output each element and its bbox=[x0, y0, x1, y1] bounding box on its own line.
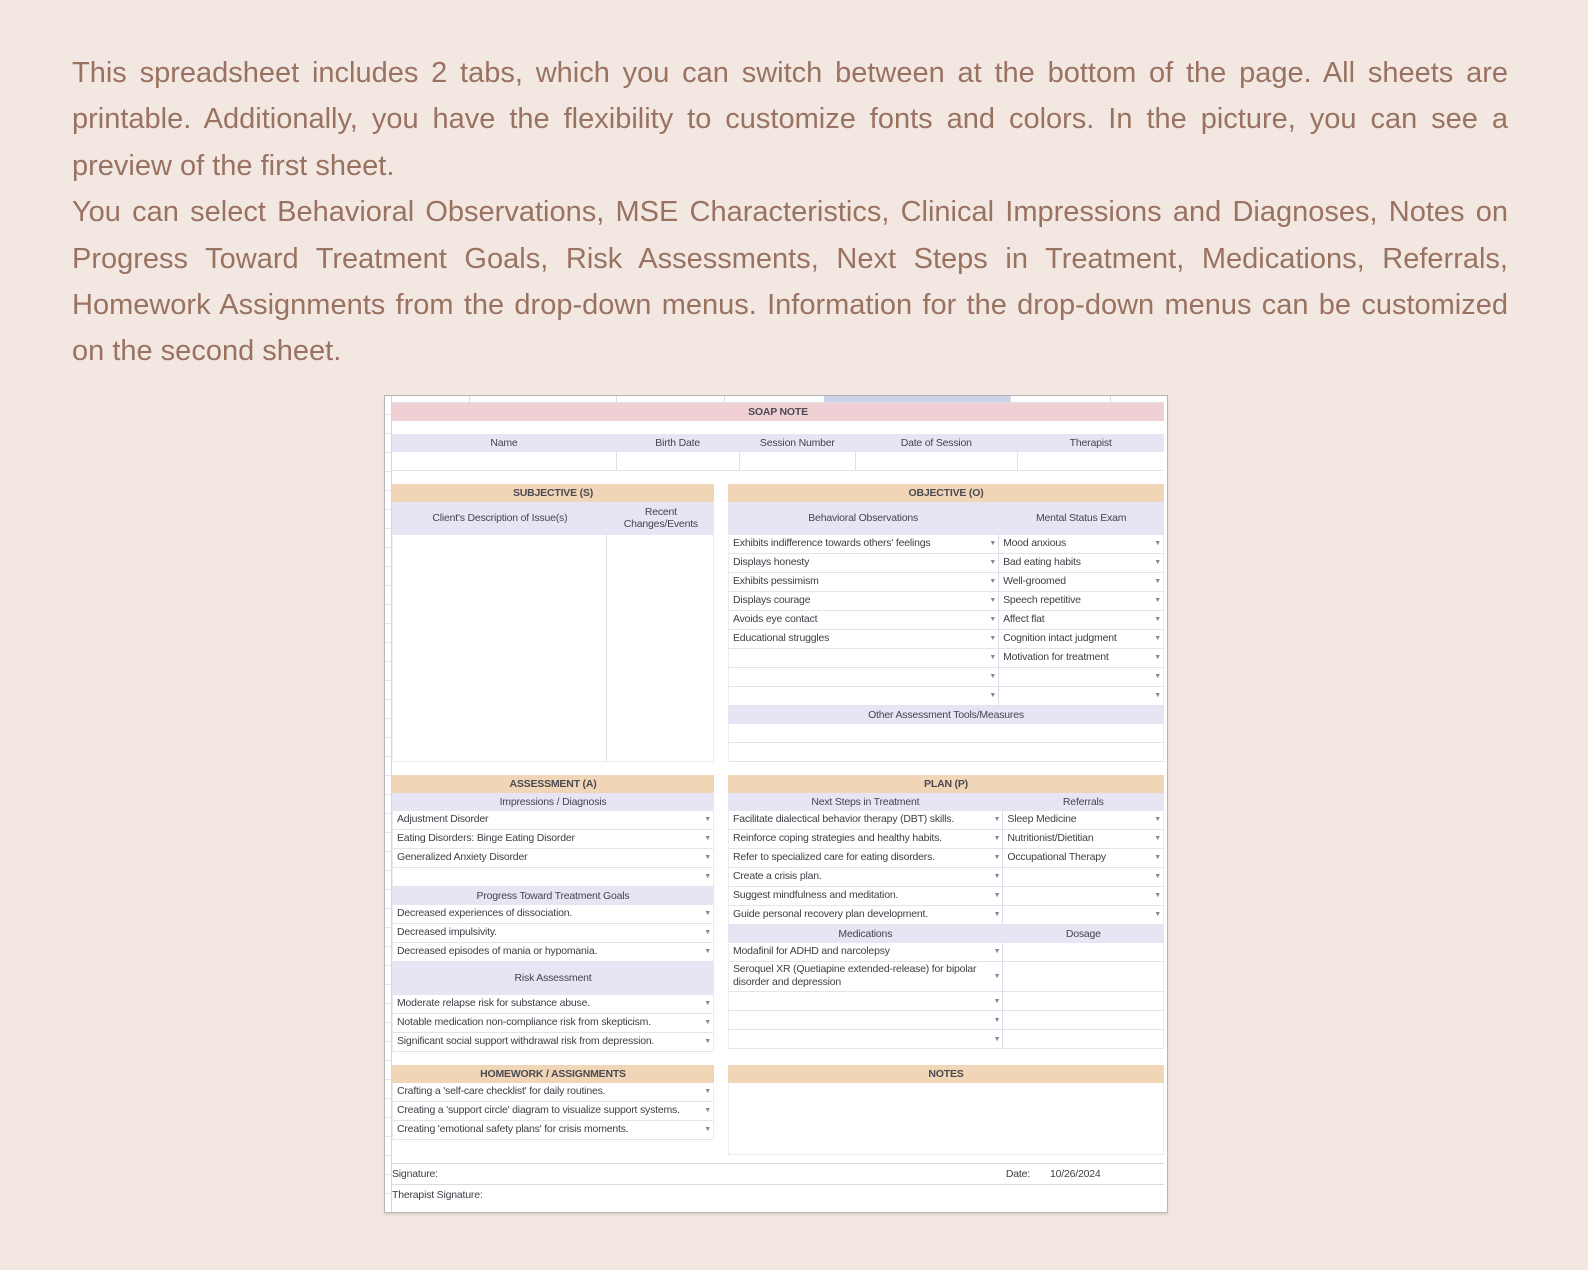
dropdown-cell[interactable] bbox=[729, 962, 1002, 991]
dropdown-arrow-icon[interactable]: ▼ bbox=[993, 911, 1001, 919]
dropdown-arrow-icon[interactable]: ▼ bbox=[1154, 835, 1161, 843]
cell-text: Guide personal recovery plan development. bbox=[733, 907, 928, 920]
recent-changes-header: Recent Changes/Events bbox=[623, 506, 698, 531]
sheet-row bbox=[729, 592, 1163, 611]
info-header-birth-date: Birth Date bbox=[655, 436, 700, 449]
dropdown-arrow-icon[interactable]: ▼ bbox=[704, 910, 711, 918]
objective-section bbox=[728, 484, 1164, 762]
sheet-row bbox=[729, 943, 1163, 962]
subjective-header-label: SUBJECTIVE (S) bbox=[512, 486, 594, 499]
cell-text: Create a crisis plan. bbox=[733, 869, 822, 882]
plan-header-label: PLAN (P) bbox=[924, 777, 968, 790]
homework-section bbox=[392, 1065, 714, 1155]
sheet-row bbox=[729, 743, 1163, 762]
next-steps-header: Next Steps in Treatment bbox=[811, 795, 920, 808]
progress-goals-header bbox=[392, 887, 714, 905]
notes-header-label: NOTES bbox=[928, 1067, 964, 1080]
dropdown-cell[interactable] bbox=[729, 830, 1002, 848]
sheet-row bbox=[729, 630, 1163, 649]
dropdown-arrow-icon[interactable]: ▼ bbox=[1154, 540, 1161, 548]
sheet-bottom-padding bbox=[392, 1205, 1164, 1212]
sheet-row bbox=[729, 611, 1163, 630]
dropdown-arrow-icon[interactable]: ▼ bbox=[704, 1088, 711, 1096]
dropdown-cell[interactable] bbox=[393, 811, 713, 829]
dropdown-cell[interactable] bbox=[998, 668, 1163, 686]
dropdown-cell[interactable] bbox=[1002, 830, 1163, 848]
sheet-row bbox=[729, 962, 1163, 992]
other-assessment-tools-label: Other Assessment Tools/Measures bbox=[868, 708, 1024, 721]
therapist-signature-label: Therapist Signature: bbox=[392, 1188, 483, 1201]
dropdown-cell[interactable] bbox=[1002, 849, 1163, 867]
signature-label: Signature: bbox=[392, 1167, 438, 1180]
cell-text: Modafinil for ADHD and narcolepsy bbox=[733, 944, 890, 957]
cell-text: Crafting a 'self-care checklist' for daily routines. bbox=[397, 1084, 606, 1097]
dropdown-cell[interactable] bbox=[729, 811, 1002, 829]
dropdown-arrow-icon[interactable]: ▼ bbox=[704, 1126, 711, 1134]
cell-text: Decreased episodes of mania or hypomania. bbox=[397, 944, 598, 957]
dropdown-arrow-icon[interactable]: ▼ bbox=[704, 1000, 711, 1008]
subjective-header bbox=[392, 484, 714, 502]
dropdown-arrow-icon[interactable]: ▼ bbox=[1154, 673, 1161, 681]
homework-notes-band bbox=[392, 1065, 1164, 1155]
sheet-left-rail bbox=[385, 396, 392, 1212]
dropdown-cell[interactable] bbox=[393, 1083, 713, 1101]
medications-subheader-row bbox=[728, 925, 1164, 943]
sheet-row bbox=[729, 992, 1163, 1011]
dropdown-arrow-icon[interactable]: ▼ bbox=[704, 1019, 711, 1027]
sheet-row bbox=[729, 649, 1163, 668]
dropdown-arrow-icon[interactable]: ▼ bbox=[1154, 654, 1161, 662]
subjective-subheader-row bbox=[392, 502, 714, 535]
subjective-objective-band bbox=[392, 484, 1164, 762]
info-header-therapist: Therapist bbox=[1069, 436, 1112, 449]
value-cell[interactable] bbox=[1002, 1030, 1163, 1048]
cell-text: Occupational Therapy bbox=[1007, 850, 1106, 863]
cell-text: Significant social support withdrawal risk from depression. bbox=[397, 1034, 655, 1047]
behavioral-observations-header: Behavioral Observations bbox=[808, 512, 919, 525]
dropdown-arrow-icon[interactable]: ▼ bbox=[1154, 892, 1161, 900]
plan-subheader-row bbox=[728, 793, 1164, 811]
gridline-tick bbox=[469, 396, 470, 402]
sheet-row bbox=[729, 535, 1163, 554]
cell-text: Refer to specialized care for eating disorders. bbox=[733, 850, 935, 863]
dropdown-arrow-icon[interactable]: ▼ bbox=[993, 873, 1001, 881]
sheet-row bbox=[729, 687, 1163, 706]
intro-paragraph-2: You can select Behavioral Observations, MSE Characteristics, Clinical Impressions and Diagnoses, Notes on Progress Toward Treatment Goals, Risk Assessments, Next Steps in Treatment, Medications, Referrals, Homework Assignments from the drop-down menus. Information for the drop-down menus can be customized on the second sheet. bbox=[72, 196, 1508, 368]
sheet-row bbox=[393, 1121, 713, 1140]
dropdown-arrow-icon[interactable]: ▼ bbox=[1154, 616, 1161, 624]
sheet-row bbox=[729, 849, 1163, 868]
dropdown-arrow-icon[interactable]: ▼ bbox=[704, 873, 711, 881]
selected-cell-highlight bbox=[824, 396, 1009, 402]
sheet-row bbox=[729, 1030, 1163, 1049]
dropdown-cell[interactable] bbox=[729, 630, 998, 648]
dropdown-cell[interactable] bbox=[998, 592, 1163, 610]
dropdown-cell[interactable] bbox=[729, 992, 1002, 1010]
name-input-cell[interactable] bbox=[392, 452, 616, 470]
sheet-row bbox=[393, 905, 713, 924]
therapist-signature-row bbox=[392, 1184, 1164, 1205]
soap-note-title: SOAP NOTE bbox=[748, 405, 808, 418]
notes-section bbox=[728, 1065, 1164, 1155]
value-cell[interactable] bbox=[729, 743, 1163, 761]
dropdown-arrow-icon[interactable]: ▼ bbox=[704, 854, 711, 862]
dropdown-cell[interactable] bbox=[393, 1033, 713, 1051]
gridline-tick bbox=[1110, 396, 1111, 402]
notes-header bbox=[728, 1065, 1164, 1083]
cell-text: Displays courage bbox=[733, 593, 811, 606]
client-description-header: Client's Description of Issue(s) bbox=[432, 512, 568, 525]
info-input-row bbox=[392, 452, 1164, 471]
dropdown-arrow-icon[interactable]: ▼ bbox=[704, 929, 711, 937]
spreadsheet-preview bbox=[384, 395, 1168, 1213]
dropdown-cell[interactable] bbox=[998, 687, 1163, 705]
dropdown-arrow-icon[interactable]: ▼ bbox=[1154, 816, 1161, 824]
dropdown-arrow-icon[interactable]: ▼ bbox=[1154, 911, 1161, 919]
dropdown-cell[interactable] bbox=[729, 611, 998, 629]
cell-text: Speech repetitive bbox=[1003, 593, 1081, 606]
dropdown-cell[interactable] bbox=[393, 849, 713, 867]
cell-text: Creating a 'support circle' diagram to visualize support systems. bbox=[397, 1103, 680, 1116]
dropdown-cell[interactable] bbox=[729, 887, 1002, 905]
assessment-section bbox=[392, 775, 714, 1052]
cell-text: Exhibits indifference towards others' feelings bbox=[733, 536, 931, 549]
dropdown-cell[interactable] bbox=[729, 649, 998, 667]
progress-list bbox=[392, 905, 714, 962]
date-value[interactable]: 10/26/2024 bbox=[1050, 1167, 1101, 1180]
dropdown-arrow-icon[interactable]: ▼ bbox=[1154, 597, 1161, 605]
sheet-row bbox=[729, 554, 1163, 573]
dropdown-cell[interactable] bbox=[998, 535, 1163, 553]
dropdown-arrow-icon[interactable]: ▼ bbox=[989, 654, 997, 662]
objective-header-label: OBJECTIVE (O) bbox=[908, 486, 984, 499]
cell-text: Exhibits pessimism bbox=[733, 574, 819, 587]
sheet-top-rail bbox=[392, 396, 1164, 403]
dropdown-cell[interactable] bbox=[998, 573, 1163, 591]
impressions-diagnosis-label: Impressions / Diagnosis bbox=[499, 795, 607, 808]
dropdown-cell[interactable] bbox=[1002, 887, 1163, 905]
cell-text: Facilitate dialectical behavior therapy (DBT) skills. bbox=[733, 812, 955, 825]
gridline-tick bbox=[724, 396, 725, 402]
behavioral-mse-list bbox=[728, 535, 1164, 706]
sheet-row bbox=[393, 811, 713, 830]
sheet-row bbox=[729, 573, 1163, 592]
subjective-section bbox=[392, 484, 714, 762]
dropdown-cell[interactable] bbox=[729, 535, 998, 553]
other-assessment-tools-rows bbox=[728, 724, 1164, 762]
sheet-row bbox=[393, 1014, 713, 1033]
cell-text: Nutritionist/Dietitian bbox=[1007, 831, 1094, 844]
cell-text: Adjustment Disorder bbox=[397, 812, 489, 825]
dropdown-cell[interactable] bbox=[1002, 906, 1163, 924]
assessment-plan-band bbox=[392, 775, 1164, 1052]
dropdown-arrow-icon[interactable]: ▼ bbox=[989, 559, 997, 567]
dropdown-cell[interactable] bbox=[729, 868, 1002, 886]
info-header-session-number: Session Number bbox=[759, 436, 835, 449]
dropdown-cell[interactable] bbox=[393, 995, 713, 1013]
sheet-row bbox=[729, 1011, 1163, 1030]
dropdown-cell[interactable] bbox=[393, 943, 713, 961]
gridline-tick bbox=[1010, 396, 1011, 402]
next-steps-referrals-list bbox=[728, 811, 1164, 925]
dropdown-arrow-icon[interactable]: ▼ bbox=[1154, 854, 1161, 862]
dropdown-arrow-icon[interactable]: ▼ bbox=[993, 1035, 1001, 1043]
cell-text: Mood anxious bbox=[1003, 536, 1067, 549]
info-header-row bbox=[392, 434, 1164, 452]
dropdown-arrow-icon[interactable]: ▼ bbox=[993, 854, 1001, 862]
cell-text: Creating 'emotional safety plans' for crisis moments. bbox=[397, 1122, 629, 1135]
objective-header bbox=[728, 484, 1164, 502]
birth-date-input-cell[interactable] bbox=[616, 452, 740, 470]
dropdown-cell[interactable] bbox=[729, 592, 998, 610]
sheet-content bbox=[392, 396, 1164, 1212]
dropdown-arrow-icon[interactable]: ▼ bbox=[989, 616, 997, 624]
dropdown-cell[interactable] bbox=[998, 611, 1163, 629]
plan-header bbox=[728, 775, 1164, 793]
plan-section bbox=[728, 775, 1164, 1052]
risk-assessment-header bbox=[392, 962, 714, 995]
value-cell[interactable] bbox=[1002, 992, 1163, 1010]
homework-header bbox=[392, 1065, 714, 1083]
sheet-row bbox=[729, 887, 1163, 906]
sheet-row bbox=[393, 868, 713, 887]
dropdown-cell[interactable] bbox=[729, 943, 1002, 961]
client-info-band bbox=[392, 434, 1164, 471]
soap-note-title-bar bbox=[392, 403, 1164, 421]
dropdown-arrow-icon[interactable]: ▼ bbox=[993, 835, 1001, 843]
cell-text: Notable medication non-compliance risk from skepticism. bbox=[397, 1015, 651, 1028]
other-assessment-tools-header bbox=[728, 706, 1164, 724]
assessment-header bbox=[392, 775, 714, 793]
dropdown-arrow-icon[interactable]: ▼ bbox=[1154, 873, 1161, 881]
sheet-row bbox=[393, 943, 713, 962]
dropdown-arrow-icon[interactable]: ▼ bbox=[993, 816, 1001, 824]
dropdown-arrow-icon[interactable]: ▼ bbox=[704, 1038, 711, 1046]
dropdown-cell[interactable] bbox=[729, 906, 1002, 924]
homework-header-label: HOMEWORK / ASSIGNMENTS bbox=[480, 1067, 626, 1080]
dropdown-cell[interactable] bbox=[1002, 811, 1163, 829]
dropdown-cell[interactable] bbox=[393, 868, 713, 886]
referrals-header: Referrals bbox=[1062, 795, 1104, 808]
value-cell[interactable] bbox=[1002, 1011, 1163, 1029]
risk-list bbox=[392, 995, 714, 1052]
therapist-input-cell[interactable] bbox=[1017, 452, 1164, 470]
dropdown-arrow-icon[interactable]: ▼ bbox=[1154, 635, 1161, 643]
cell-text: Cognition intact judgment bbox=[1003, 631, 1117, 644]
assessment-header-label: ASSESSMENT (A) bbox=[509, 777, 597, 790]
dropdown-arrow-icon[interactable]: ▼ bbox=[993, 972, 1001, 980]
date-of-session-input-cell[interactable] bbox=[855, 452, 1017, 470]
objective-subheader-row bbox=[728, 502, 1164, 535]
gridline-tick bbox=[616, 396, 617, 402]
dropdown-arrow-icon[interactable]: ▼ bbox=[993, 1016, 1001, 1024]
dropdown-cell[interactable] bbox=[729, 1011, 1002, 1029]
cell-text: Avoids eye contact bbox=[733, 612, 818, 625]
cell-text: Motivation for treatment bbox=[1003, 650, 1109, 663]
cell-text: Bad eating habits bbox=[1003, 555, 1081, 568]
sheet-row bbox=[729, 811, 1163, 830]
cell-text: Reinforce coping strategies and healthy habits. bbox=[733, 831, 942, 844]
value-cell[interactable] bbox=[729, 724, 1163, 742]
risk-assessment-label: Risk Assessment bbox=[514, 972, 592, 985]
sheet-row bbox=[729, 906, 1163, 925]
intro-text-block bbox=[0, 0, 1588, 375]
dropdown-arrow-icon[interactable]: ▼ bbox=[1154, 692, 1161, 700]
sheet-row bbox=[393, 849, 713, 868]
sheet-row bbox=[393, 830, 713, 849]
dropdown-arrow-icon[interactable]: ▼ bbox=[993, 892, 1001, 900]
sheet-row bbox=[393, 924, 713, 943]
sheet-row bbox=[729, 668, 1163, 687]
info-header-name: Name bbox=[490, 436, 518, 449]
cell-text: Educational struggles bbox=[733, 631, 830, 644]
cell-text: Eating Disorders: Binge Eating Disorder bbox=[397, 831, 575, 844]
dropdown-arrow-icon[interactable]: ▼ bbox=[704, 1107, 711, 1115]
intro-paragraph-1: This spreadsheet includes 2 tabs, which you can switch between at the bottom of the page. All sheets are printable. Additionally, you have the flexibility to customize fonts and colors. In the picture, you can see a preview of the first sheet. bbox=[72, 57, 1508, 182]
medications-header: Medications bbox=[838, 927, 893, 940]
dropdown-arrow-icon[interactable]: ▼ bbox=[704, 835, 711, 843]
dropdown-cell[interactable] bbox=[729, 1030, 1002, 1048]
dropdown-arrow-icon[interactable]: ▼ bbox=[1154, 559, 1161, 567]
medications-dosage-list bbox=[728, 943, 1164, 1049]
dropdown-cell[interactable] bbox=[393, 830, 713, 848]
homework-list bbox=[392, 1083, 714, 1140]
value-cell[interactable] bbox=[1002, 943, 1163, 961]
cell-text: Moderate relapse risk for substance abuse. bbox=[397, 996, 590, 1009]
mental-status-exam-header: Mental Status Exam bbox=[1035, 512, 1127, 525]
dropdown-cell[interactable] bbox=[729, 849, 1002, 867]
signature-row bbox=[392, 1163, 1164, 1184]
cell-text: Well-groomed bbox=[1003, 574, 1066, 587]
dropdown-cell[interactable] bbox=[393, 1014, 713, 1032]
sheet-row bbox=[729, 868, 1163, 887]
dropdown-arrow-icon[interactable]: ▼ bbox=[989, 635, 997, 643]
dropdown-cell[interactable] bbox=[393, 1121, 713, 1139]
dropdown-cell[interactable] bbox=[729, 554, 998, 572]
cell-text: Generalized Anxiety Disorder bbox=[397, 850, 528, 863]
info-header-date-of-session: Date of Session bbox=[900, 436, 972, 449]
value-cell[interactable] bbox=[1002, 962, 1163, 991]
cell-text: Suggest mindfulness and meditation. bbox=[733, 888, 899, 901]
cell-text: Decreased impulsivity. bbox=[397, 925, 497, 938]
sheet-row bbox=[393, 1033, 713, 1052]
notes-area[interactable] bbox=[728, 1083, 1164, 1155]
sheet-row bbox=[729, 830, 1163, 849]
sheet-row bbox=[729, 724, 1163, 743]
sheet-row bbox=[393, 1083, 713, 1102]
sheet-row bbox=[393, 995, 713, 1014]
dropdown-cell[interactable] bbox=[729, 687, 998, 705]
dosage-header: Dosage bbox=[1065, 927, 1101, 940]
dropdown-arrow-icon[interactable]: ▼ bbox=[989, 692, 997, 700]
dropdown-arrow-icon[interactable]: ▼ bbox=[989, 540, 997, 548]
dropdown-cell[interactable] bbox=[393, 924, 713, 942]
dropdown-arrow-icon[interactable]: ▼ bbox=[989, 578, 997, 586]
dropdown-arrow-icon[interactable]: ▼ bbox=[1154, 578, 1161, 586]
recent-changes-area[interactable] bbox=[606, 535, 713, 761]
dropdown-arrow-icon[interactable]: ▼ bbox=[989, 597, 997, 605]
client-description-area[interactable] bbox=[392, 535, 714, 762]
cell-text: Seroquel XR (Quetiapine extended-release) for bipolar disorder and depression bbox=[733, 962, 977, 989]
session-number-input-cell[interactable] bbox=[739, 452, 855, 470]
dropdown-cell[interactable] bbox=[729, 573, 998, 591]
dropdown-cell[interactable] bbox=[998, 649, 1163, 667]
progress-goals-label: Progress Toward Treatment Goals bbox=[476, 889, 630, 902]
impressions-list bbox=[392, 811, 714, 887]
cell-text: Displays honesty bbox=[733, 555, 810, 568]
dropdown-cell[interactable] bbox=[1002, 868, 1163, 886]
dropdown-cell[interactable] bbox=[998, 630, 1163, 648]
dropdown-cell[interactable] bbox=[393, 1102, 713, 1120]
dropdown-arrow-icon[interactable]: ▼ bbox=[989, 673, 997, 681]
dropdown-arrow-icon[interactable]: ▼ bbox=[704, 816, 711, 824]
dropdown-cell[interactable] bbox=[393, 905, 713, 923]
dropdown-arrow-icon[interactable]: ▼ bbox=[993, 997, 1001, 1005]
dropdown-cell[interactable] bbox=[729, 668, 998, 686]
sheet-row bbox=[393, 1102, 713, 1121]
date-label: Date: bbox=[1005, 1167, 1030, 1180]
dropdown-cell[interactable] bbox=[998, 554, 1163, 572]
dropdown-arrow-icon[interactable]: ▼ bbox=[704, 948, 711, 956]
cell-text: Sleep Medicine bbox=[1007, 812, 1077, 825]
cell-text: Decreased experiences of dissociation. bbox=[397, 906, 573, 919]
cell-text: Affect flat bbox=[1003, 612, 1045, 625]
dropdown-arrow-icon[interactable]: ▼ bbox=[993, 948, 1001, 956]
impressions-diagnosis-header bbox=[392, 793, 714, 811]
